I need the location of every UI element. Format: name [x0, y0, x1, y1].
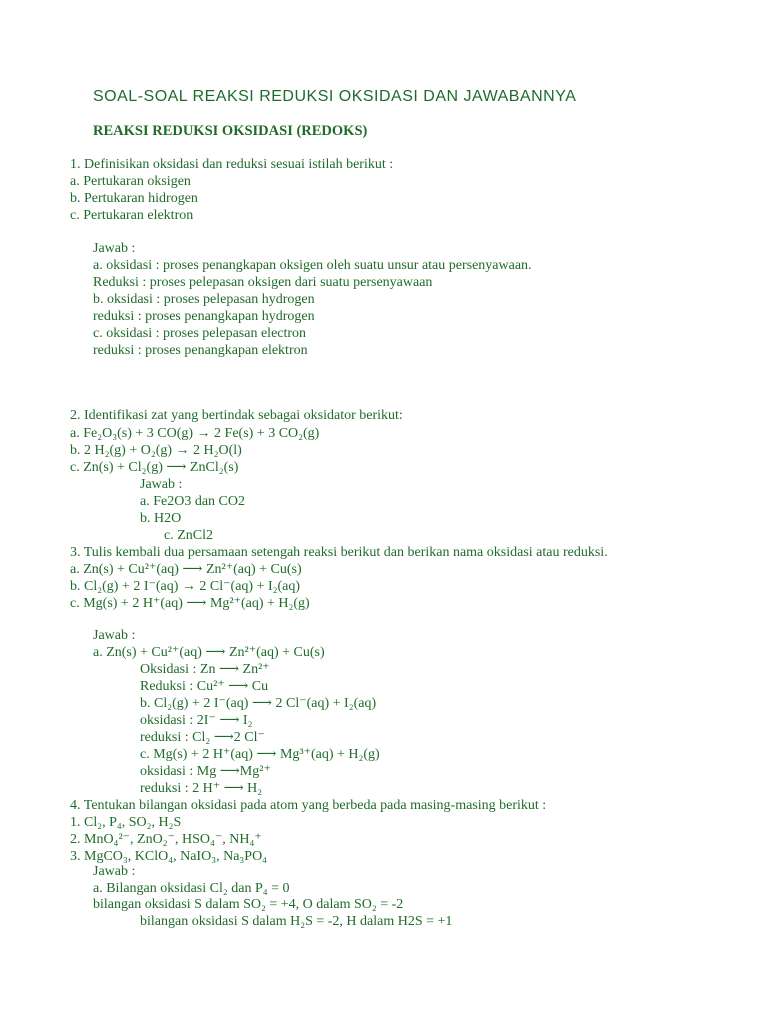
text-line: a. Zn(s) + Cu²⁺(aq) ⟶ Zn²⁺(aq) + Cu(s) [70, 562, 302, 577]
text-line: a. Fe2O3 dan CO2 [140, 494, 245, 509]
text-line: Jawab : [140, 477, 183, 492]
text-line: reduksi : Cl₂ ⟶2 Cl⁻ [140, 730, 265, 745]
section-heading: REAKSI REDUKSI OKSIDASI (REDOKS) [93, 123, 368, 139]
text-line: b. Cl₂(g) + 2 I⁻(aq) → 2 Cl⁻(aq) + I₂(aq) [70, 579, 301, 594]
text-line: bilangan oksidasi S dalam SO₂ = +4, O dalam SO₂ = -2 [93, 897, 404, 912]
text-line: reduksi : 2 H⁺ ⟶ H₂ [140, 781, 263, 796]
text-line: Jawab : [93, 628, 136, 643]
text-line: reduksi : proses penangkapan hydrogen [93, 309, 315, 324]
text-line: a. Zn(s) + Cu²⁺(aq) ⟶ Zn²⁺(aq) + Cu(s) [93, 645, 325, 660]
text-line: c. Mg(s) + 2 H⁺(aq) ⟶ Mg²⁺(aq) + H₂(g) [70, 596, 310, 611]
text-line: a. Pertukaran oksigen [70, 174, 191, 189]
text-line: reduksi : proses penangkapan elektron [93, 343, 308, 358]
text-line: Jawab : [93, 864, 136, 879]
text-line: 4. Tentukan bilangan oksidasi pada atom yang berbeda pada masing-masing berikut : [70, 798, 547, 813]
text-line: oksidasi : Mg ⟶Mg²⁺ [140, 764, 271, 779]
text-line: 2. MnO₄²⁻, ZnO₂⁻, HSO₄⁻, NH₄⁺ [70, 832, 262, 847]
text-line: 1. Definisikan oksidasi dan reduksi sesuai istilah berikut : [70, 157, 394, 172]
text-line: b. 2 H₂(g) + O₂(g) → 2 H₂O(l) [70, 443, 242, 458]
text-line: a. Bilangan oksidasi Cl₂ dan P₄ = 0 [93, 881, 290, 896]
text-line: c. Pertukaran elektron [70, 208, 194, 223]
text-line: a. oksidasi : proses penangkapan oksigen oleh suatu unsur atau persenyawaan. [93, 258, 532, 273]
text-line: b. Pertukaran hidrogen [70, 191, 198, 206]
text-line: b. H2O [140, 511, 182, 526]
text-line: c. Mg(s) + 2 H⁺(aq) ⟶ Mg³⁺(aq) + H₂(g) [140, 747, 380, 762]
text-line: c. ZnCl2 [164, 528, 213, 543]
text-line: Jawab : [93, 241, 136, 256]
text-line: a. Fe₂O₃(s) + 3 CO(g) → 2 Fe(s) + 3 CO₂(g) [70, 426, 320, 441]
text-line: c. Zn(s) + Cl₂(g) ⟶ ZnCl₂(s) [70, 460, 239, 475]
text-line: 1. Cl₂, P₄, SO₂, H₂S [70, 815, 182, 830]
text-line: 3. Tulis kembali dua persamaan setengah reaksi berikut dan berikan nama oksidasi atau reduksi. [70, 545, 608, 560]
text-line: oksidasi : 2I⁻ ⟶ I₂ [140, 713, 253, 728]
text-line: Reduksi : proses pelepasan oksigen dari suatu persenyawaan [93, 275, 433, 290]
text-line: 2. Identifikasi zat yang bertindak sebagai oksidator berikut: [70, 408, 403, 423]
text-line: 3. MgCO₃, KClO₄, NaIO₃, Na₃PO₄ [70, 849, 268, 864]
text-line: bilangan oksidasi S dalam H₂S = -2, H dalam H2S = +1 [140, 914, 453, 929]
text-line: b. oksidasi : proses pelepasan hydrogen [93, 292, 315, 307]
text-line: Reduksi : Cu²⁺ ⟶ Cu [140, 679, 269, 694]
text-line: c. oksidasi : proses pelepasan electron [93, 326, 307, 341]
text-line: b. Cl₂(g) + 2 I⁻(aq) ⟶ 2 Cl⁻(aq) + I₂(aq) [140, 696, 377, 711]
text-line: Oksidasi : Zn ⟶ Zn²⁺ [140, 662, 270, 677]
document-title: SOAL-SOAL REAKSI REDUKSI OKSIDASI DAN JAWABANNYA [93, 88, 577, 105]
